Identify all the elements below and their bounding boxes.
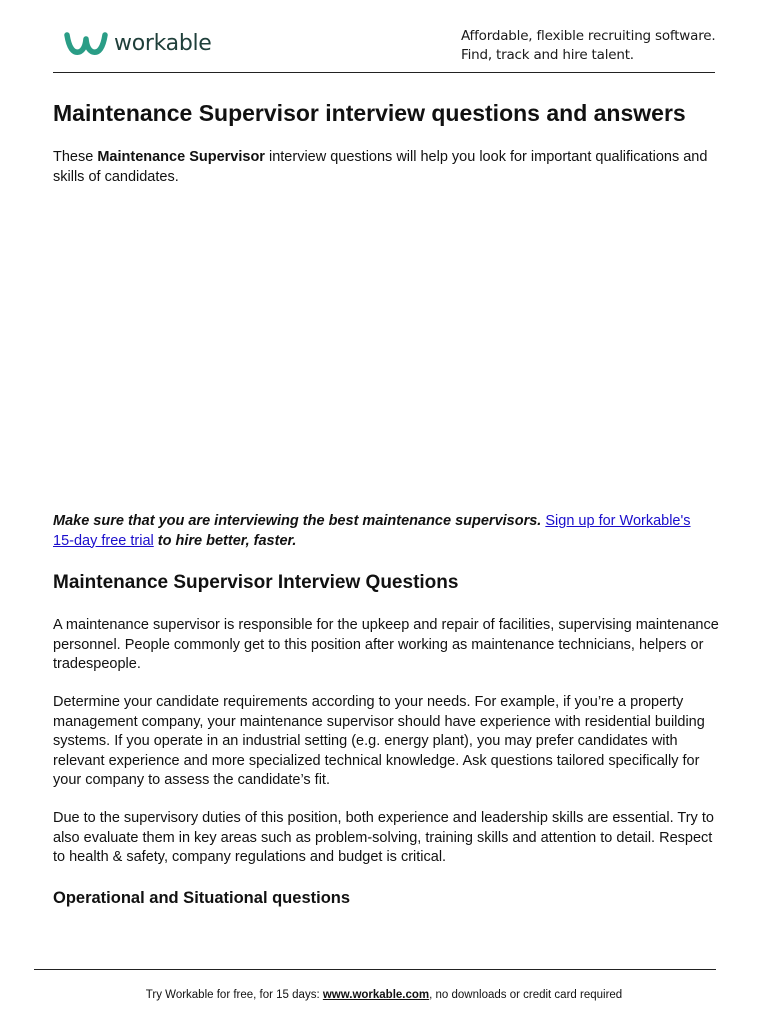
intro-paragraph — [53, 148, 723, 187]
workable-logo[interactable] — [64, 30, 212, 58]
free-trial-link[interactable]: Sign up for Workable's 15-day free trial — [53, 513, 691, 549]
footer-suffix: , no downloads or credit card required — [429, 989, 623, 1001]
intro-suffix: interview questions will help you look for important qualifications and skills of candidates. — [53, 149, 708, 185]
page-title: Maintenance Supervisor interview questions and answers — [53, 100, 686, 126]
tagline-line-2: Find, track and hire talent. — [461, 47, 634, 63]
page-footer — [0, 987, 768, 1003]
trial-callout — [53, 512, 693, 551]
subsection-heading: Operational and Situational questions — [53, 889, 351, 907]
header-divider — [53, 72, 715, 73]
callout-tail: to hire better, faster. — [157, 532, 297, 549]
intro-prefix: These — [53, 149, 98, 165]
footer-divider — [34, 969, 716, 970]
page-header — [0, 0, 768, 74]
footer-prefix: Try Workable for free, for 15 days: — [145, 989, 323, 1001]
callout-lead: Make sure that you are interviewing the best maintenance supervisors. — [53, 513, 542, 529]
body-paragraph-2: Determine your candidate requirements according to your needs. For example, if you’re a property management company, your maintenance supervisor should have experience with residential building systems. If you operate in an industrial setting (e.g. energy plant), you may prefer candidates with relevant experience and more specialized technical knowledge. Ask questions tailored specifically for your company to assess the candidate’s fit. — [53, 694, 705, 788]
intro-bold-role: Maintenance Supervisor — [97, 149, 265, 165]
footer-website-link[interactable]: www.workable.com — [322, 989, 430, 1001]
tagline-line-1: Affordable, flexible recruiting software. — [461, 28, 716, 44]
workable-logo-icon — [64, 30, 108, 58]
section-heading: Maintenance Supervisor Interview Questions — [53, 572, 459, 593]
body-paragraph-3: Due to the supervisory duties of this position, both experience and leadership skills are essential. Try to also evaluate them in key areas such as problem-solving, training skills and attention to detail. Respect to health & safety, company regulations and budget is critical. — [53, 810, 714, 865]
header-tagline — [461, 27, 715, 65]
body-paragraph-1: A maintenance supervisor is responsible for the upkeep and repair of facilities, supervising maintenance personnel. People commonly get to this position after working as maintenance technicians, helpers or tradespeople. — [53, 617, 719, 672]
brand-name: workable — [114, 31, 212, 56]
